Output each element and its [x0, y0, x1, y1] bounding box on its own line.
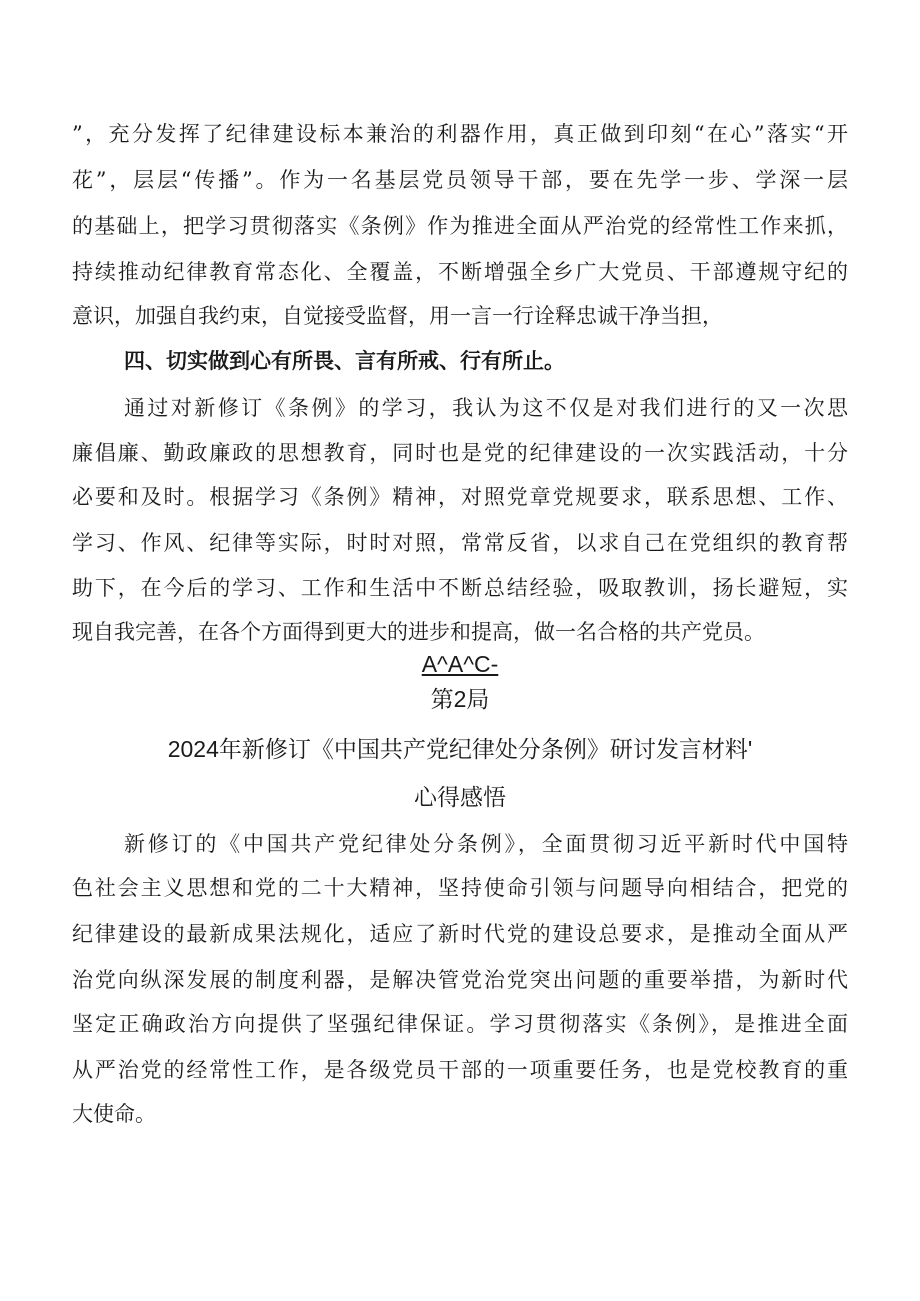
paragraph-line: 纪律建设的最新成果法规化，适应了新时代党的建设总要求，是推动全面从严 — [72, 922, 848, 946]
paragraph-line: 廉倡廉、勤政廉政的思想教育，同时也是党的纪律建设的一次实践活动，十分 — [72, 441, 848, 465]
paragraph-line: 坚定正确政治方向提供了坚强纪律保证。学习贯彻落实《条例》，是推进全面 — [72, 1012, 848, 1036]
paragraph-line: 治党向纵深发展的制度利器，是解决管党治党突出问题的重要举措，为新时代 — [72, 968, 848, 992]
paragraph-line: 学习、作风、纪律等实际，时时对照，常常反省，以求自己在党组织的教育帮 — [72, 531, 848, 555]
paragraph-line: 花”，层层“传播”。作为一名基层党员领导干部，要在先学一步、学深一层 — [72, 168, 848, 192]
paragraph-line: 色社会主义思想和党的二十大精神，坚持使命引领与问题导向相结合，把党的 — [72, 876, 848, 900]
paragraph-line: 的基础上，把学习贯彻落实《条例》作为推进全面从严治党的经常性工作来抓， — [72, 214, 848, 238]
paragraph-line: 助下，在今后的学习、工作和生活中不断总结经验，吸取教训，扬长避短，实 — [72, 576, 848, 600]
article-index: 第2局 — [430, 686, 490, 712]
paragraph-line: 持续推动纪律教育常态化、全覆盖，不断增强全乡广大党员、干部遵规守纪的 — [72, 260, 848, 284]
paragraph-line: 新修订的《中国共产党纪律处分条例》，全面贯彻习近平新时代中国特 — [124, 832, 848, 856]
paragraph-line: ”，充分发挥了纪律建设标本兼治的利器作用，真正做到印刻“在心”落实“开 — [72, 122, 848, 146]
article-subtitle: 心得感悟 — [414, 784, 506, 810]
paragraph-line: 大使命。 — [72, 1102, 156, 1126]
paragraph-line: 从严治党的经常性工作，是各级党员干部的一项重要任务，也是党校教育的重 — [72, 1058, 848, 1082]
paragraph-line: 现自我完善，在各个方面得到更大的进步和提高，做一名合格的共产党员。 — [72, 620, 765, 644]
paragraph-line: 通过对新修订《条例》的学习，我认为这不仅是对我们进行的又一次思 — [124, 396, 848, 420]
article-title: 2024年新修订《中国共产党纪律处分条例》研讨发言材料' — [167, 736, 753, 762]
paragraph-line: 必要和及时。根据学习《条例》精神，对照党章党规要求，联系思想、工作、 — [72, 485, 848, 509]
paragraph-line: 意识，加强自我约束，自觉接受监督，用一言一行诠释忠诚干净当担， — [72, 304, 723, 328]
section-heading: 四、切实做到心有所畏、言有所戒、行有所止。 — [124, 349, 565, 373]
separator-text: A^A^C- — [421, 651, 499, 677]
